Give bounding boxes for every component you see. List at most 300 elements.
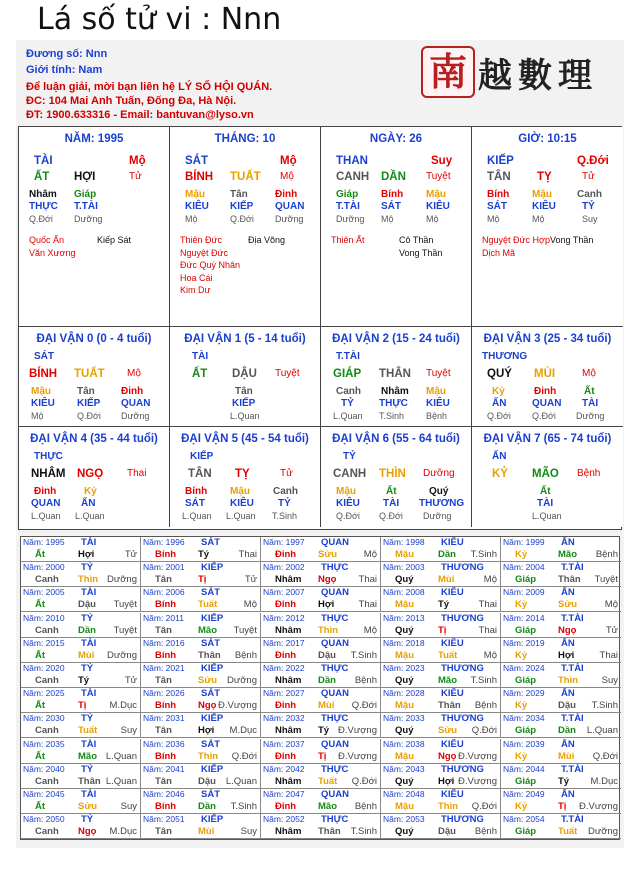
year-god: TỶ bbox=[81, 763, 94, 775]
year-stage: Dưỡng bbox=[226, 675, 257, 686]
year-god: T.TÀI bbox=[561, 562, 584, 574]
year-label: Năm: 2030 bbox=[23, 713, 65, 724]
dai-van-cell bbox=[170, 327, 321, 427]
year-stage: M.Dục bbox=[590, 775, 618, 787]
dai-van-value: Ất bbox=[540, 486, 551, 497]
year-stem: Ất bbox=[35, 750, 46, 762]
dai-van-value: Mộ bbox=[127, 368, 141, 379]
year-god: T.TÀI bbox=[561, 612, 584, 624]
year-label: Năm: 2044 bbox=[503, 763, 545, 774]
year-branch: Thân bbox=[558, 574, 581, 586]
year-god: TÀI bbox=[81, 688, 97, 700]
year-label: Năm: 2013 bbox=[383, 612, 425, 623]
dai-van-cell bbox=[472, 327, 623, 427]
phone-email: ĐT: 1900.633316 - Email: bantuvan@lyso.vn bbox=[26, 109, 254, 121]
year-stem: Ất bbox=[35, 549, 46, 560]
year-stem: Nhâm bbox=[275, 826, 302, 838]
year-branch: Tuất bbox=[438, 649, 458, 661]
year-branch: Mùi bbox=[198, 826, 215, 838]
year-stem: Bính bbox=[155, 549, 177, 560]
dai-van-value: L.Quan bbox=[532, 511, 562, 521]
pillar-value: KIÊU bbox=[532, 201, 556, 212]
year-stem: Kỷ bbox=[515, 549, 528, 560]
dai-van-cell bbox=[472, 427, 623, 527]
year-god: KIẾP bbox=[201, 814, 224, 826]
year-god: QUAN bbox=[321, 537, 349, 548]
year-stage: Đ.Vượng bbox=[338, 725, 377, 737]
dai-van-value: T.Sinh bbox=[379, 411, 405, 421]
year-label: Năm: 2033 bbox=[383, 713, 425, 724]
year-cell bbox=[21, 613, 141, 638]
year-stem: Canh bbox=[35, 675, 59, 686]
year-god: KIÊU bbox=[441, 637, 464, 649]
pillar-value: KIÊU bbox=[185, 201, 209, 212]
year-stage: L.Quan bbox=[105, 750, 137, 762]
year-label: Năm: 2031 bbox=[143, 713, 185, 724]
year-label: Năm: 2042 bbox=[263, 763, 305, 774]
year-god: KIÊU bbox=[441, 738, 464, 750]
year-label: Năm: 2039 bbox=[503, 738, 545, 749]
year-god: T.TÀI bbox=[561, 713, 584, 725]
year-stage: Q.Đới bbox=[471, 725, 497, 737]
year-label: Năm: 2026 bbox=[143, 688, 185, 699]
dai-van-cell bbox=[321, 327, 472, 427]
dai-van-value: THƯƠNG bbox=[419, 498, 465, 509]
year-stem: Kỷ bbox=[515, 649, 528, 661]
year-stage: Tuyệt bbox=[594, 574, 618, 586]
year-stage: Dưỡng bbox=[106, 574, 137, 586]
year-stage: Thai bbox=[599, 649, 618, 661]
year-stem: Canh bbox=[35, 725, 59, 737]
year-stem: Tân bbox=[155, 775, 172, 787]
year-stem: Mậu bbox=[395, 599, 414, 611]
pillar-cell bbox=[19, 127, 170, 327]
pillar-value: Suy bbox=[582, 214, 598, 224]
dai-van-value: QUÝ bbox=[487, 368, 512, 380]
year-label: Năm: 2029 bbox=[503, 688, 545, 699]
year-stage: Bệnh bbox=[474, 826, 497, 838]
dai-van-value: Đinh bbox=[121, 386, 144, 397]
year-stem: Ất bbox=[35, 801, 46, 812]
year-stage: T.Sinh bbox=[591, 700, 618, 712]
year-god: TỶ bbox=[81, 663, 94, 674]
year-god: T.TÀI bbox=[561, 763, 584, 775]
year-stem: Mậu bbox=[395, 649, 414, 661]
pillar-value: Tử bbox=[582, 171, 595, 182]
year-stem: Tân bbox=[155, 574, 172, 586]
dai-van-value: Q.Đới bbox=[532, 411, 556, 421]
year-label: Năm: 2003 bbox=[383, 562, 425, 573]
year-label: Năm: 2023 bbox=[383, 663, 425, 673]
year-branch: Mão bbox=[438, 675, 457, 686]
year-god: SÁT bbox=[201, 587, 220, 599]
year-label: Năm: 2010 bbox=[23, 612, 65, 623]
year-branch: Dần bbox=[318, 675, 336, 686]
page-title: Lá số tử vi : Nnn bbox=[37, 2, 282, 37]
dai-van-value: NGỌ bbox=[77, 468, 104, 480]
year-stage: Đ.Vượng bbox=[338, 750, 377, 762]
year-stage: Thai bbox=[358, 599, 377, 611]
year-god: SÁT bbox=[201, 738, 220, 750]
year-cell bbox=[21, 663, 141, 688]
dai-van-cell bbox=[170, 427, 321, 527]
year-label: Năm: 2021 bbox=[143, 663, 185, 673]
dai-van-title: ĐẠI VẬN 4 (35 - 44 tuổi) bbox=[30, 433, 158, 445]
year-stem: Tân bbox=[155, 675, 172, 686]
pillar-value: Q.Đới bbox=[577, 155, 609, 167]
pillar-value: Dưỡng bbox=[74, 214, 103, 224]
year-label: Năm: 2022 bbox=[263, 663, 305, 673]
dai-van-value: L.Quan bbox=[230, 411, 260, 421]
pillar-value: KIẾP bbox=[487, 155, 514, 167]
dai-van-value: Bính bbox=[185, 486, 208, 497]
pillar-title: GIỜ: 10:15 bbox=[518, 133, 577, 145]
dai-van-value: Mậu bbox=[31, 386, 51, 397]
dai-van-value: KIÊU bbox=[426, 398, 450, 409]
year-god: TỶ bbox=[81, 814, 94, 826]
year-stem: Nhâm bbox=[275, 775, 302, 787]
pillar-value: Mậu bbox=[185, 189, 205, 200]
year-stage: Bệnh bbox=[354, 801, 377, 812]
year-label: Năm: 2012 bbox=[263, 612, 305, 623]
dai-van-value: Q.Đới bbox=[77, 411, 101, 421]
pillar-value: Giáp bbox=[336, 189, 359, 200]
year-stem: Bính bbox=[155, 649, 177, 661]
dai-van-value: KIÊU bbox=[230, 498, 254, 509]
year-branch: Ngọ bbox=[438, 750, 457, 762]
dai-van-value: ẤN bbox=[492, 398, 507, 409]
pillar-title: NĂM: 1995 bbox=[64, 133, 124, 145]
year-god: KIÊU bbox=[441, 688, 464, 700]
year-branch: Tuất bbox=[198, 599, 218, 611]
year-god: THƯƠNG bbox=[441, 763, 484, 775]
dai-van-value: Kỷ bbox=[84, 486, 97, 497]
year-god: QUAN bbox=[321, 587, 349, 599]
pillar-value: T.TÀI bbox=[336, 201, 360, 212]
year-god: QUAN bbox=[321, 688, 349, 700]
year-stem: Bính bbox=[155, 801, 177, 812]
year-branch: Thìn bbox=[198, 750, 219, 762]
year-stem: Đinh bbox=[275, 599, 297, 611]
dai-van-value: Mậu bbox=[426, 386, 446, 397]
pillar-value: Suy bbox=[431, 155, 453, 167]
year-branch: Thân bbox=[318, 826, 341, 838]
dai-van-value: Kỷ bbox=[492, 386, 505, 397]
year-stage: L.Quan bbox=[105, 775, 137, 787]
year-stage: Q.Đới bbox=[471, 801, 497, 812]
year-stem: Quý bbox=[395, 574, 414, 586]
year-stage: Tử bbox=[124, 549, 137, 560]
dai-van-value: ẤN bbox=[81, 498, 96, 509]
year-stage: T.Sinh bbox=[230, 801, 257, 812]
year-stem: Tân bbox=[155, 624, 172, 636]
year-stage: Bệnh bbox=[354, 675, 377, 686]
year-stem: Ất bbox=[35, 700, 46, 712]
header bbox=[16, 40, 624, 124]
year-cell bbox=[501, 613, 621, 638]
year-branch: Thân bbox=[198, 649, 221, 661]
star-good: Hoa Cái bbox=[180, 272, 213, 283]
pillar-value: Mộ bbox=[487, 214, 500, 224]
year-branch: Dậu bbox=[198, 775, 216, 787]
year-label: Năm: 2037 bbox=[263, 738, 305, 749]
year-stage: T.Sinh bbox=[350, 649, 377, 661]
year-stem: Kỷ bbox=[515, 700, 528, 712]
year-branch: Thân bbox=[78, 775, 101, 787]
pillar-value: Tử bbox=[129, 171, 142, 182]
year-label: Năm: 2024 bbox=[503, 663, 545, 673]
year-stem: Quý bbox=[395, 775, 414, 787]
year-cell bbox=[21, 688, 141, 713]
star-good: Kim Dư bbox=[180, 285, 211, 295]
year-cell bbox=[501, 764, 621, 789]
year-branch: Mão bbox=[318, 801, 337, 812]
year-branch: Hợi bbox=[198, 725, 215, 737]
year-label: Năm: 2053 bbox=[383, 814, 425, 825]
pillar-value: TÂN bbox=[487, 171, 511, 183]
year-label: Năm: 2004 bbox=[503, 562, 545, 573]
dai-van-cell bbox=[321, 427, 472, 527]
year-cell bbox=[261, 537, 381, 562]
year-stage: Q.Đới bbox=[231, 750, 257, 762]
dai-van-title: ĐẠI VẬN 0 (0 - 4 tuổi) bbox=[36, 333, 152, 345]
year-branch: Mùi bbox=[318, 700, 335, 712]
dai-van-value: QUAN bbox=[121, 398, 151, 409]
pillar-value: Mậu bbox=[532, 189, 552, 200]
year-cell bbox=[261, 713, 381, 738]
year-stage: T.Sinh bbox=[350, 826, 377, 838]
dai-van-value: Quý bbox=[429, 486, 449, 497]
year-stem: Tân bbox=[155, 826, 172, 838]
year-branch: Mùi bbox=[78, 649, 95, 661]
dai-van-value: L.Quan bbox=[75, 511, 105, 521]
dai-van-value: Q.Đới bbox=[336, 511, 360, 521]
gender: Giới tính: Nam bbox=[26, 64, 103, 76]
dai-van-value: KIÊU bbox=[336, 498, 360, 509]
dai-van-value: CANH bbox=[333, 468, 367, 480]
star-bad: Vong Thần bbox=[399, 247, 443, 258]
year-branch: Tuất bbox=[78, 725, 98, 737]
pillar-value: Tuyệt bbox=[426, 171, 451, 182]
year-stage: M.Dục bbox=[229, 725, 257, 737]
year-god: THỰC bbox=[321, 562, 349, 574]
year-cell bbox=[381, 713, 501, 738]
year-stage: Thai bbox=[478, 624, 497, 636]
dai-van-value: Mậu bbox=[336, 486, 356, 497]
year-cell bbox=[21, 562, 141, 587]
dai-van-value: L.Quan bbox=[226, 511, 256, 521]
dai-van-value: Dưỡng bbox=[423, 511, 452, 521]
year-branch: Hợi bbox=[318, 599, 335, 611]
dai-van-value: TỶ bbox=[343, 451, 356, 462]
year-label: Năm: 1997 bbox=[263, 537, 305, 547]
year-stage: Tử bbox=[605, 624, 618, 636]
year-god: TỶ bbox=[81, 562, 94, 574]
pillar-value: Mộ bbox=[426, 214, 439, 224]
year-branch: Tuất bbox=[558, 826, 578, 838]
year-label: Năm: 2006 bbox=[143, 587, 185, 598]
year-stage: Tử bbox=[124, 675, 137, 686]
year-stem: Giáp bbox=[515, 725, 537, 737]
year-branch: Sửu bbox=[438, 725, 458, 737]
year-cell bbox=[21, 713, 141, 738]
year-label: Năm: 2047 bbox=[263, 789, 305, 799]
star-good: Văn Xương bbox=[29, 247, 76, 258]
year-branch: Dần bbox=[438, 549, 456, 560]
year-label: Năm: 2005 bbox=[23, 587, 65, 598]
year-god: ẤN bbox=[561, 738, 575, 750]
dai-van-value: Tuyệt bbox=[426, 368, 451, 379]
year-god: THỰC bbox=[321, 814, 349, 826]
pillar-cell bbox=[170, 127, 321, 327]
year-cell bbox=[381, 587, 501, 612]
year-stem: Quý bbox=[395, 725, 414, 737]
year-label: Năm: 2051 bbox=[143, 814, 185, 825]
year-cell bbox=[141, 663, 261, 688]
year-label: Năm: 2000 bbox=[23, 562, 65, 573]
dai-van-value: L.Quan bbox=[31, 511, 61, 521]
year-god: THƯƠNG bbox=[441, 663, 484, 674]
year-branch: Dần bbox=[558, 725, 576, 737]
year-label: Năm: 2046 bbox=[143, 789, 185, 799]
year-god: TỶ bbox=[81, 713, 94, 725]
year-cell bbox=[381, 613, 501, 638]
year-branch: Ngọ bbox=[198, 700, 217, 712]
year-label: Năm: 2028 bbox=[383, 688, 425, 699]
year-stem: Đinh bbox=[275, 700, 297, 712]
dai-van-value: Q.Đới bbox=[487, 411, 511, 421]
year-branch: Tý bbox=[198, 549, 210, 560]
year-cell bbox=[21, 814, 141, 839]
year-stem: Bính bbox=[155, 750, 177, 762]
dai-van-value: Canh bbox=[336, 386, 361, 397]
dai-van-value: QUAN bbox=[532, 398, 562, 409]
pillar-value: Mộ bbox=[129, 155, 146, 167]
dai-van-value: TỶ bbox=[341, 398, 354, 409]
year-god: THỰC bbox=[321, 612, 349, 624]
year-branch: Tý bbox=[558, 775, 570, 787]
dai-van-value: L.Quan bbox=[182, 511, 212, 521]
year-stem: Đinh bbox=[275, 750, 297, 762]
year-stage: Thai bbox=[358, 574, 377, 586]
pillar-value: KIÊU bbox=[426, 201, 450, 212]
year-label: Năm: 2045 bbox=[23, 789, 65, 799]
pillar-value: CANH bbox=[336, 171, 370, 183]
dai-van-value: THỰC bbox=[34, 451, 63, 462]
year-cell bbox=[381, 638, 501, 663]
star-good: Dịch Mã bbox=[482, 247, 516, 258]
year-branch: Tý bbox=[78, 675, 90, 686]
year-cell bbox=[21, 739, 141, 764]
year-cell bbox=[141, 613, 261, 638]
year-god: TÀI bbox=[81, 789, 97, 800]
year-cell bbox=[501, 814, 621, 839]
year-branch: Sửu bbox=[198, 675, 218, 686]
year-god: KIÊU bbox=[441, 537, 464, 548]
pillar-value: TUẤT bbox=[230, 171, 261, 183]
year-cell bbox=[21, 537, 141, 562]
pillar-value: THỰC bbox=[29, 201, 58, 212]
pillar-title: THÁNG: 10 bbox=[214, 133, 276, 145]
dai-van-value: KIẾP bbox=[190, 451, 214, 462]
pillar-title: NGÀY: 26 bbox=[369, 133, 423, 145]
dai-van-value: Tuyệt bbox=[275, 368, 300, 379]
year-label: Năm: 2041 bbox=[143, 763, 185, 774]
dai-van-value: Mộ bbox=[31, 411, 44, 421]
year-stem: Giáp bbox=[515, 574, 537, 586]
dai-van-value: ẤT bbox=[192, 368, 208, 380]
year-label: Năm: 2032 bbox=[263, 713, 305, 724]
year-stage: T.Sinh bbox=[470, 675, 497, 686]
year-stem: Bính bbox=[155, 599, 177, 611]
star-good: Quốc Ấn bbox=[29, 235, 65, 245]
pillar-value: Mộ bbox=[381, 214, 394, 224]
year-branch: Dậu bbox=[438, 826, 456, 838]
year-cell bbox=[141, 789, 261, 814]
year-branch: Tị bbox=[558, 801, 567, 812]
year-cell bbox=[261, 764, 381, 789]
year-stem: Giáp bbox=[515, 675, 537, 686]
year-stem: Tân bbox=[155, 725, 172, 737]
year-stem: Quý bbox=[395, 624, 414, 636]
year-cell bbox=[381, 537, 501, 562]
year-cell bbox=[261, 739, 381, 764]
year-god: THỰC bbox=[321, 663, 349, 674]
dai-van-value: NHÂM bbox=[31, 468, 66, 480]
year-branch: Hợi bbox=[438, 775, 455, 787]
dai-van-value: QUAN bbox=[31, 498, 61, 509]
year-stem: Giáp bbox=[515, 624, 537, 636]
year-god: TÀI bbox=[81, 587, 97, 599]
dai-van-value: T.TÀI bbox=[336, 351, 360, 362]
year-label: Năm: 2015 bbox=[23, 637, 65, 648]
year-label: Năm: 1999 bbox=[503, 537, 545, 547]
year-label: Năm: 2011 bbox=[143, 612, 184, 623]
year-branch: Ngọ bbox=[558, 624, 577, 636]
year-stage: Đ.Vượng bbox=[218, 700, 257, 712]
pillar-value: T.TÀI bbox=[74, 201, 98, 212]
year-cell bbox=[501, 663, 621, 688]
chart-sheet bbox=[16, 40, 624, 848]
dai-van-value: TUẤT bbox=[74, 368, 105, 380]
year-stage: Q.Đới bbox=[592, 750, 618, 762]
year-cell bbox=[501, 789, 621, 814]
dai-van-value: Tân bbox=[235, 386, 253, 397]
pillar-value: Giáp bbox=[74, 189, 97, 200]
pillar-value: Mộ bbox=[185, 214, 198, 224]
year-stem: Giáp bbox=[515, 826, 537, 838]
year-stem: Bính bbox=[155, 700, 177, 712]
year-god: TỶ bbox=[81, 612, 94, 624]
year-god: SÁT bbox=[201, 537, 220, 548]
dai-van-value: Thai bbox=[127, 468, 147, 479]
star-bad: Cô Thần bbox=[399, 235, 434, 245]
star-good: Đức Quý Nhân bbox=[180, 260, 241, 270]
year-cell bbox=[501, 638, 621, 663]
dai-van-value: Bệnh bbox=[426, 411, 448, 421]
year-branch: Hợi bbox=[558, 649, 575, 661]
pillar-value: SÁT bbox=[487, 201, 507, 212]
year-god: THƯƠNG bbox=[441, 562, 484, 574]
dai-van-value: Nhâm bbox=[381, 386, 409, 397]
year-cell bbox=[501, 713, 621, 738]
year-god: QUAN bbox=[321, 738, 349, 750]
year-stage: Mộ bbox=[483, 574, 497, 586]
year-stage: Thai bbox=[238, 549, 257, 560]
year-label: Năm: 2034 bbox=[503, 713, 545, 724]
year-stage: Bệnh bbox=[474, 700, 497, 712]
year-stage: Mộ bbox=[363, 624, 377, 636]
